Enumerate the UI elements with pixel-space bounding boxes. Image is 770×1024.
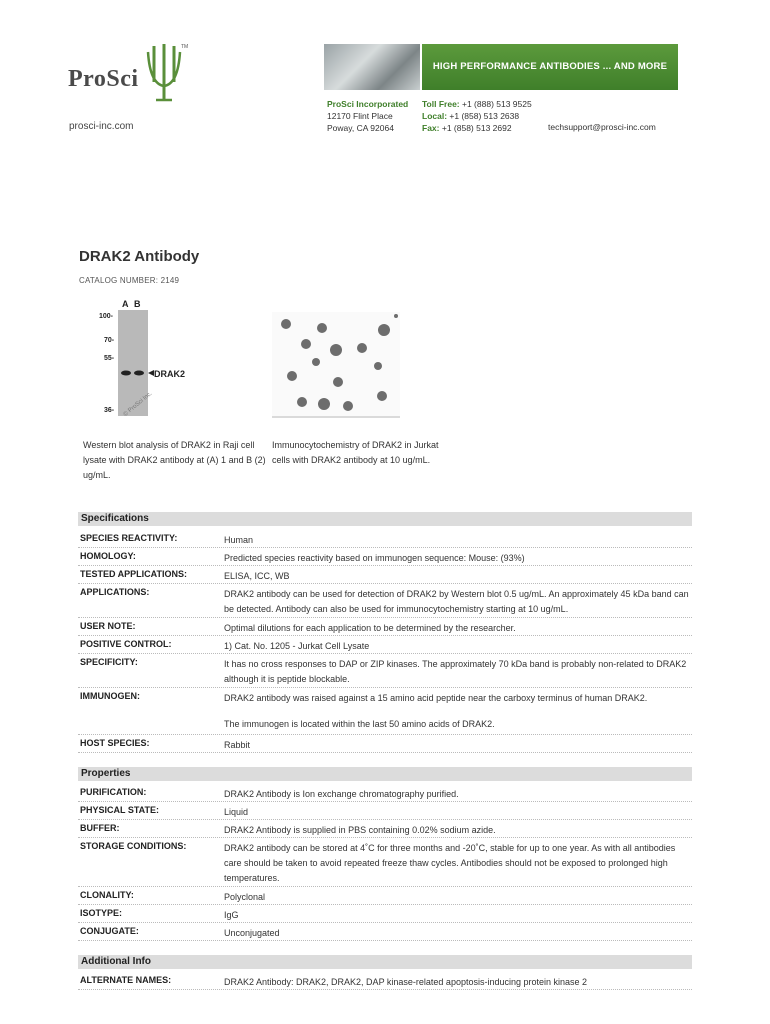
spec-row-homology: HOMOLOGY: Predicted species reactivity based on immunogen sequence: Mouse: (93%) <box>78 548 692 566</box>
prop-row-conjugate: CONJUGATE: Unconjugated <box>78 923 692 941</box>
spec-row-user-note: USER NOTE: Optimal dilutions for each application to be determined by the researcher. <box>78 618 692 636</box>
band-a <box>121 371 131 376</box>
western-blot-caption: Western blot analysis of DRAK2 in Raji cell lysate with DRAK2 antibody at (A) 1 and B (2) ug/mL. <box>83 440 266 480</box>
add-row-alternate-names: ALTERNATE NAMES: DRAK2 Antibody: DRAK2, DRAK2, DAP kinase-related apoptosis-inducing protein kinase 2 <box>78 972 692 990</box>
address-line-1: 12170 Flint Place <box>327 111 393 121</box>
header-photo <box>324 44 420 90</box>
spec-row-specificity: SPECIFICITY: It has no cross responses to DAP or ZIP kinases. The approximately 70 kDa band is probably non-related to DRAK2 although it is peptide blockable. <box>78 654 692 688</box>
company-address <box>327 98 408 134</box>
prop-row-physical-state: PHYSICAL STATE: Liquid <box>78 802 692 820</box>
lane-b-label: B <box>134 299 141 309</box>
lane-a-label: A <box>122 299 129 309</box>
logo-text: ProSci <box>68 66 139 92</box>
fax-number: +1 (858) 513 2692 <box>441 123 512 133</box>
spec-row-species: SPECIES REACTIVITY: Human <box>78 530 692 548</box>
band-b <box>134 371 144 376</box>
marker-100: 100- <box>99 313 114 320</box>
website-link[interactable]: prosci-inc.com <box>69 121 134 132</box>
prop-row-buffer: BUFFER: DRAK2 Antibody is supplied in PBS containing 0.02% sodium azide. <box>78 820 692 838</box>
icc-image <box>272 312 400 418</box>
fax-label: Fax: <box>422 123 440 133</box>
address-line-2: Poway, CA 92064 <box>327 123 394 133</box>
support-email[interactable]: techsupport@prosci-inc.com <box>548 122 656 132</box>
blot-watermark: © ProSci Inc. <box>122 390 154 418</box>
marker-36: 36- <box>104 407 115 414</box>
product-title: DRAK2 Antibody <box>79 248 200 265</box>
local-label: Local: <box>422 111 448 121</box>
banner-text: HIGH PERFORMANCE ANTIBODIES ... AND MORE <box>432 61 668 72</box>
spec-row-immunogen: IMMUNOGEN: DRAK2 antibody was raised against a 15 amino acid peptide near the carboxy terminus of human DRAK2. The immunogen is located within the last 50 amino acids of DRAK2. <box>78 688 692 735</box>
band-label: DRAK2 <box>154 369 186 379</box>
contact-phones <box>422 98 532 134</box>
banner <box>422 44 678 90</box>
spec-row-tested-applications: TESTED APPLICATIONS: ELISA, ICC, WB <box>78 566 692 584</box>
properties-heading: Properties <box>78 767 692 781</box>
local-number[interactable]: +1 (858) 513 2638 <box>449 111 520 121</box>
icc-caption: Immunocytochemistry of DRAK2 in Jurkat cells with DRAK2 antibody at 10 ug/mL. <box>272 440 439 465</box>
prop-row-storage: STORAGE CONDITIONS: DRAK2 antibody can be stored at 4˚C for three months and -20˚C, stable for up to one year. As with all antibodies care should be taken to avoid repeated freeze thaw cycles. Antibodies should not be exposed to prolonged high temperatures. <box>78 838 692 887</box>
marker-55: 55- <box>104 355 115 362</box>
spec-row-positive-control: POSITIVE CONTROL: 1) Cat. No. 1205 - Jurkat Cell Lysate <box>78 636 692 654</box>
western-blot-image <box>98 296 208 420</box>
company-name: ProSci Incorporated <box>327 99 409 109</box>
marker-70: 70- <box>104 337 115 344</box>
additional-info-heading: Additional Info <box>78 955 692 969</box>
specifications-heading: Specifications <box>78 512 692 526</box>
spec-row-applications: APPLICATIONS: DRAK2 antibody can be used for detection of DRAK2 by Western blot 0.5 ug/mL. An approximately 45 kDa band can be detected. Antibody can also be used for immunocytochemistry starting at 10 ug/mL. <box>78 584 692 618</box>
trademark: TM <box>181 44 189 50</box>
tollfree-number[interactable]: +1 (888) 513 9525 <box>462 99 532 109</box>
prop-row-clonality: CLONALITY: Polyclonal <box>78 887 692 905</box>
tollfree-label: Toll Free: <box>422 99 460 109</box>
catalog-number: CATALOG NUMBER: 2149 <box>79 276 180 285</box>
spec-row-host-species: HOST SPECIES: Rabbit <box>78 735 692 753</box>
prop-row-isotype: ISOTYPE: IgG <box>78 905 692 923</box>
prop-row-purification: PURIFICATION: DRAK2 Antibody is Ion exchange chromatography purified. <box>78 784 692 802</box>
